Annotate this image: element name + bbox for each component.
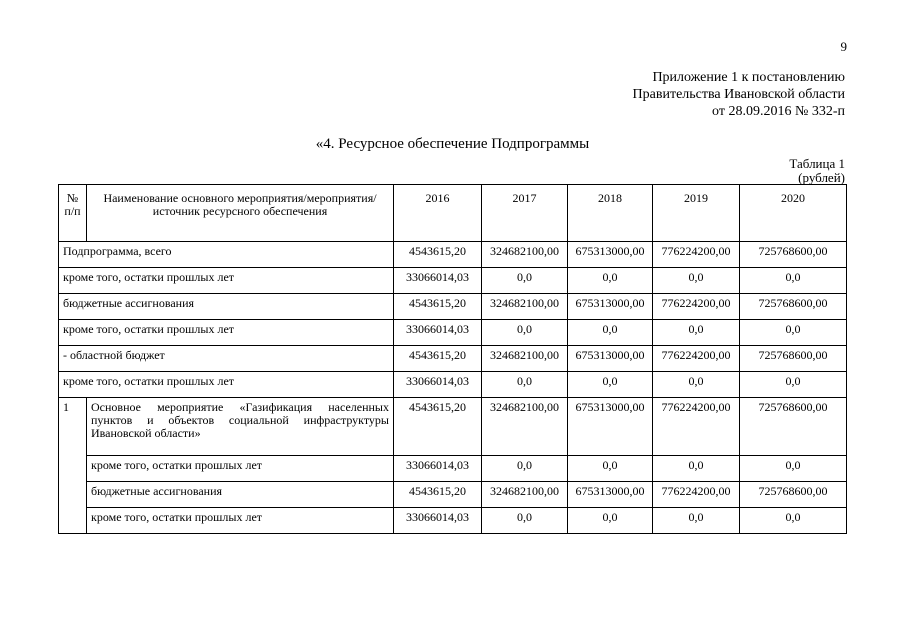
value-2020: 725768600,00 — [740, 294, 847, 320]
value-2016: 4543615,20 — [394, 242, 482, 268]
row-name: кроме того, остатки прошлых лет — [59, 320, 394, 346]
value-2020: 725768600,00 — [740, 398, 847, 456]
row-name: кроме того, остатки прошлых лет — [87, 508, 394, 534]
row-name: кроме того, остатки прошлых лет — [87, 456, 394, 482]
value-2016: 4543615,20 — [394, 398, 482, 456]
header-2017: 2017 — [482, 185, 568, 242]
value-2017: 0,0 — [482, 456, 568, 482]
value-2017: 0,0 — [482, 268, 568, 294]
value-2019: 0,0 — [653, 320, 740, 346]
value-2018: 0,0 — [568, 320, 653, 346]
table-row — [59, 294, 847, 320]
value-2016: 33066014,03 — [394, 456, 482, 482]
value-2017: 324682100,00 — [482, 482, 568, 508]
value-2020: 0,0 — [740, 372, 847, 398]
value-2018: 0,0 — [568, 268, 653, 294]
table-row — [59, 508, 847, 534]
value-2019: 776224200,00 — [653, 482, 740, 508]
appendix-header — [633, 69, 845, 120]
appendix-line-3: от 28.09.2016 № 332-п — [712, 104, 845, 119]
value-2017: 324682100,00 — [482, 398, 568, 456]
value-2016: 4543615,20 — [394, 482, 482, 508]
table-row — [59, 456, 847, 482]
value-2020: 0,0 — [740, 268, 847, 294]
value-2016: 4543615,20 — [394, 294, 482, 320]
row-name: - областной бюджет — [59, 346, 394, 372]
value-2019: 0,0 — [653, 456, 740, 482]
table-units: (рублей) — [798, 170, 845, 185]
value-2018: 675313000,00 — [568, 294, 653, 320]
value-2018: 0,0 — [568, 456, 653, 482]
value-2019: 776224200,00 — [653, 398, 740, 456]
value-2019: 776224200,00 — [653, 242, 740, 268]
table-row — [59, 346, 847, 372]
value-2017: 0,0 — [482, 320, 568, 346]
table-caption — [789, 157, 845, 185]
value-2018: 675313000,00 — [568, 242, 653, 268]
row-name: кроме того, остатки прошлых лет — [59, 372, 394, 398]
value-2020: 725768600,00 — [740, 482, 847, 508]
row-name: кроме того, остатки прошлых лет — [59, 268, 394, 294]
value-2019: 0,0 — [653, 268, 740, 294]
value-2019: 776224200,00 — [653, 294, 740, 320]
table-row — [59, 320, 847, 346]
value-2017: 0,0 — [482, 508, 568, 534]
table-row — [59, 372, 847, 398]
header-2016: 2016 — [394, 185, 482, 242]
row-name: Подпрограмма, всего — [59, 242, 394, 268]
table-number: Таблица 1 — [789, 156, 845, 171]
value-2016: 33066014,03 — [394, 320, 482, 346]
value-2020: 725768600,00 — [740, 242, 847, 268]
value-2019: 0,0 — [653, 372, 740, 398]
table-row — [59, 268, 847, 294]
value-2019: 0,0 — [653, 508, 740, 534]
table-header-row — [59, 185, 847, 242]
value-2020: 0,0 — [740, 320, 847, 346]
value-2020: 0,0 — [740, 456, 847, 482]
value-2016: 33066014,03 — [394, 268, 482, 294]
value-2016: 33066014,03 — [394, 508, 482, 534]
value-2018: 675313000,00 — [568, 482, 653, 508]
header-2019: 2019 — [653, 185, 740, 242]
value-2017: 324682100,00 — [482, 242, 568, 268]
resource-table — [58, 184, 847, 534]
table-row — [59, 482, 847, 508]
value-2017: 324682100,00 — [482, 346, 568, 372]
value-2016: 33066014,03 — [394, 372, 482, 398]
header-2018: 2018 — [568, 185, 653, 242]
value-2018: 0,0 — [568, 372, 653, 398]
header-name: Наименование основного мероприятия/мероприятия/источник ресурсного обеспечения — [87, 185, 394, 242]
row-name: бюджетные ассигнования — [59, 294, 394, 320]
value-2018: 0,0 — [568, 508, 653, 534]
row-index: 1 — [59, 398, 87, 534]
table-row-measure — [59, 398, 847, 456]
page-number: 9 — [840, 39, 847, 54]
row-name: Основное мероприятие «Газификация населенных пунктов и объектов социальной инфраструктуры Ивановской области» — [87, 398, 394, 456]
row-name: бюджетные ассигнования — [87, 482, 394, 508]
appendix-line-2: Правительства Ивановской области — [632, 87, 845, 102]
value-2018: 675313000,00 — [568, 346, 653, 372]
appendix-line-1: Приложение 1 к постановлению — [652, 70, 845, 85]
table-row — [59, 242, 847, 268]
header-no: № п/п — [59, 185, 87, 242]
value-2016: 4543615,20 — [394, 346, 482, 372]
header-2020: 2020 — [740, 185, 847, 242]
value-2020: 725768600,00 — [740, 346, 847, 372]
value-2017: 324682100,00 — [482, 294, 568, 320]
section-title: «4. Ресурсное обеспечение Подпрограммы — [315, 136, 590, 152]
value-2017: 0,0 — [482, 372, 568, 398]
value-2019: 776224200,00 — [653, 346, 740, 372]
value-2020: 0,0 — [740, 508, 847, 534]
value-2018: 675313000,00 — [568, 398, 653, 456]
